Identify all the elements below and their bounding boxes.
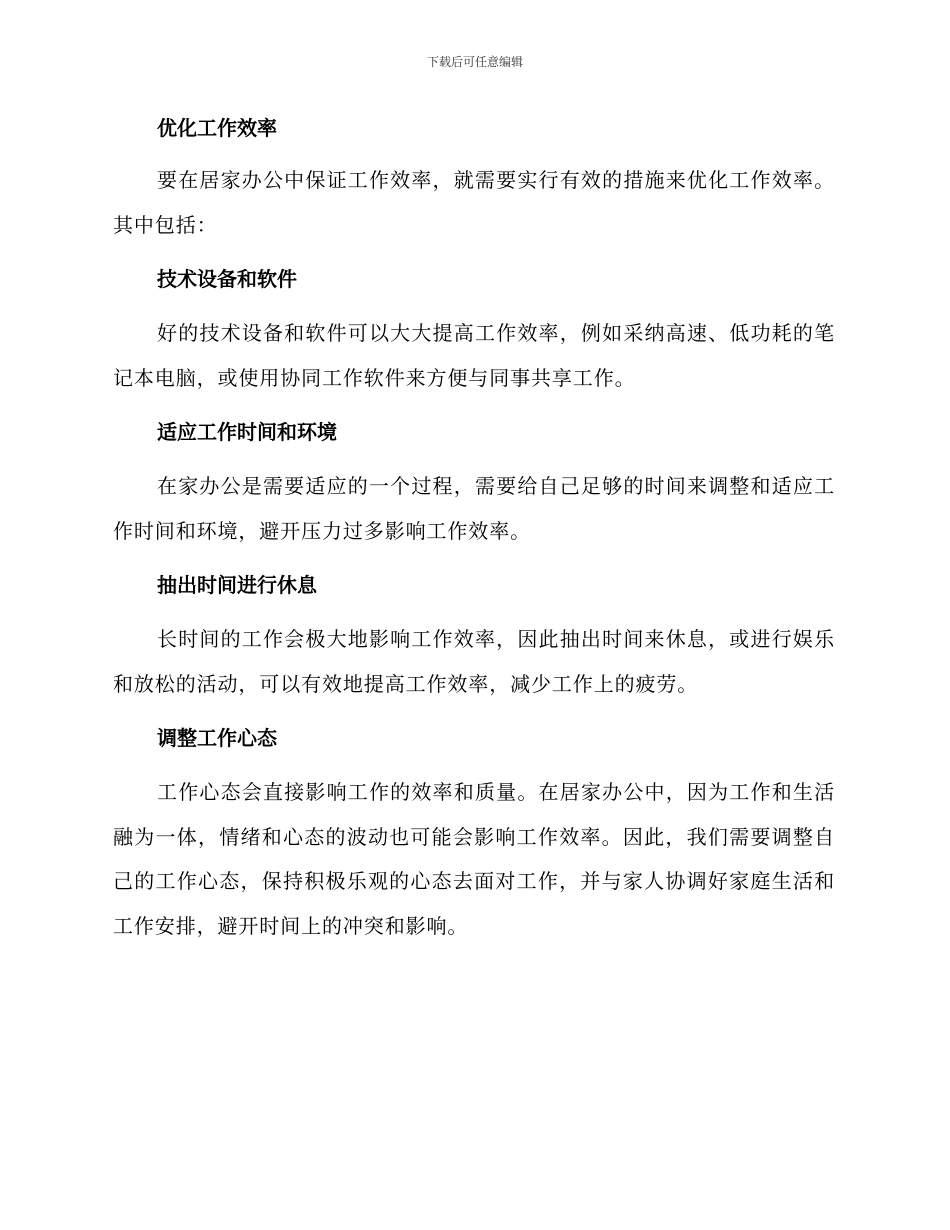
- section-paragraph-equipment: 好的技术设备和软件可以大大提高工作效率，例如采纳高速、低功耗的笔记本电脑，或使用协同工作软件来方便与同事共享工作。: [113, 321, 835, 390]
- section-heading-adapt: 适应工作时间和环境: [157, 420, 337, 444]
- section-paragraph-optimize: 要在居家办公中保证工作效率，就需要实行有效的措施来优化工作效率。其中包括：: [113, 168, 835, 237]
- section-paragraph-adapt: 在家办公是需要适应的一个过程，需要给自己足够的时间来调整和适应工作时间和环境，避开压力过多影响工作效率。: [113, 474, 835, 543]
- section-heading-mindset: 调整工作心态: [157, 726, 277, 750]
- section-paragraph-rest: 长时间的工作会极大地影响工作效率，因此抽出时间来休息，或进行娱乐和放松的活动，可以有效地提高工作效率，减少工作上的疲劳。: [113, 627, 835, 696]
- document-body: [113, 110, 835, 962]
- section-paragraph-mindset: 工作心态会直接影响工作的效率和质量。在居家办公中，因为工作和生活融为一体，情绪和心态的波动也可能会影响工作效率。因此，我们需要调整自己的工作心态，保持积极乐观的心态去面对工作，并与家人协调好家庭生活和工作安排，避开时间上的冲突和影响。: [113, 780, 835, 938]
- section-heading-equipment: 技术设备和软件: [157, 267, 297, 291]
- page-header: 下载后可任意编辑: [426, 55, 523, 69]
- section-heading-optimize: 优化工作效率: [157, 116, 277, 140]
- section-heading-rest: 抽出时间进行休息: [157, 573, 317, 597]
